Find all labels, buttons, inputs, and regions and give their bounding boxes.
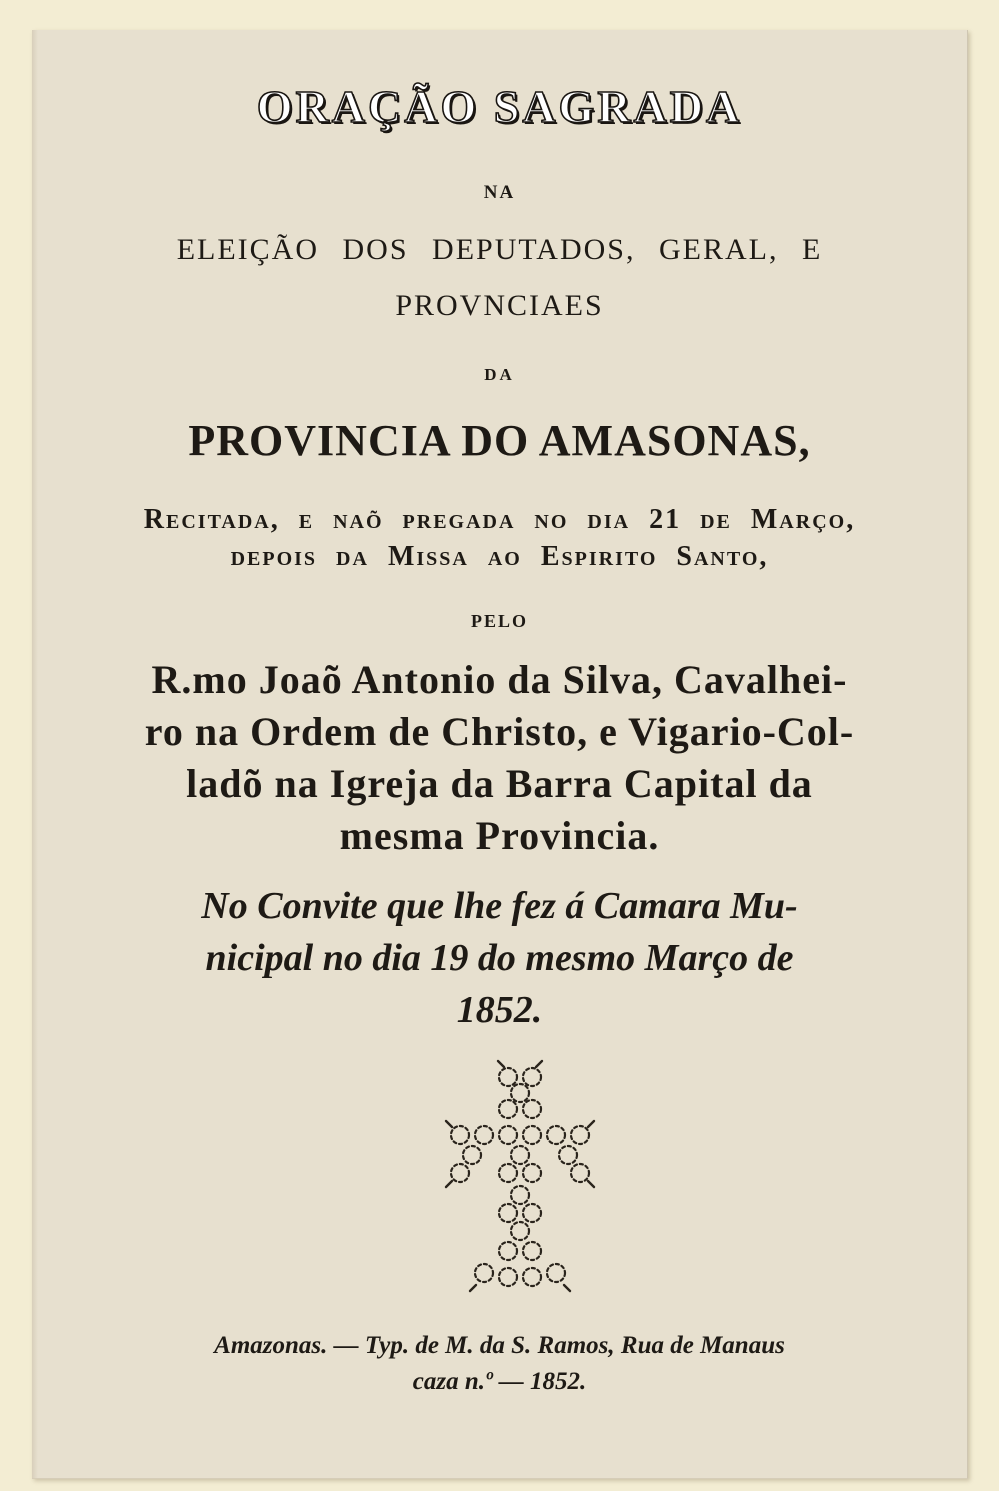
line-na: NA — [483, 182, 516, 203]
line-eleicao: ELEIÇÃO DOS DEPUTADOS, GERAL, E — [176, 233, 823, 266]
line-recitada: Recitada, e naõ pregada no dia 21 de Março, — [143, 504, 856, 535]
line-pelo: PELO — [470, 611, 528, 631]
imprint-line: caza n.º — 1852. — [412, 1368, 587, 1395]
line-provinciaes: PROVNCIAES — [395, 289, 604, 322]
invite-line: No Convite que lhe fez á Camara Mu- — [201, 885, 798, 927]
author-line: ladõ na Igreja da Barra Capital da — [186, 761, 813, 806]
invite-block — [32, 880, 967, 1036]
author-block — [32, 654, 967, 862]
author-line: mesma Provincia. — [339, 813, 660, 858]
line-depois: depois da Missa ao Espirito Santo, — [230, 541, 769, 572]
author-line: R.mo Joaõ Antonio da Silva, Cavalhei- — [151, 657, 848, 702]
document-title: ORAÇÃO SAGRADA — [256, 81, 743, 132]
line-provincia: PROVINCIA DO AMASONAS, — [188, 416, 811, 465]
invite-line: nicipal no dia 19 do mesmo Março de — [205, 937, 794, 979]
imprint-line: Amazonas. — Typ. de M. da S. Ramos, Rua de Manaus — [214, 1332, 785, 1359]
line-da: DA — [484, 365, 515, 384]
invite-line: 1852. — [456, 989, 543, 1031]
cross-ornament — [440, 1055, 600, 1300]
imprint-footer — [32, 1328, 967, 1400]
author-line: ro na Ordem de Christo, e Vigario-Col- — [144, 709, 855, 754]
